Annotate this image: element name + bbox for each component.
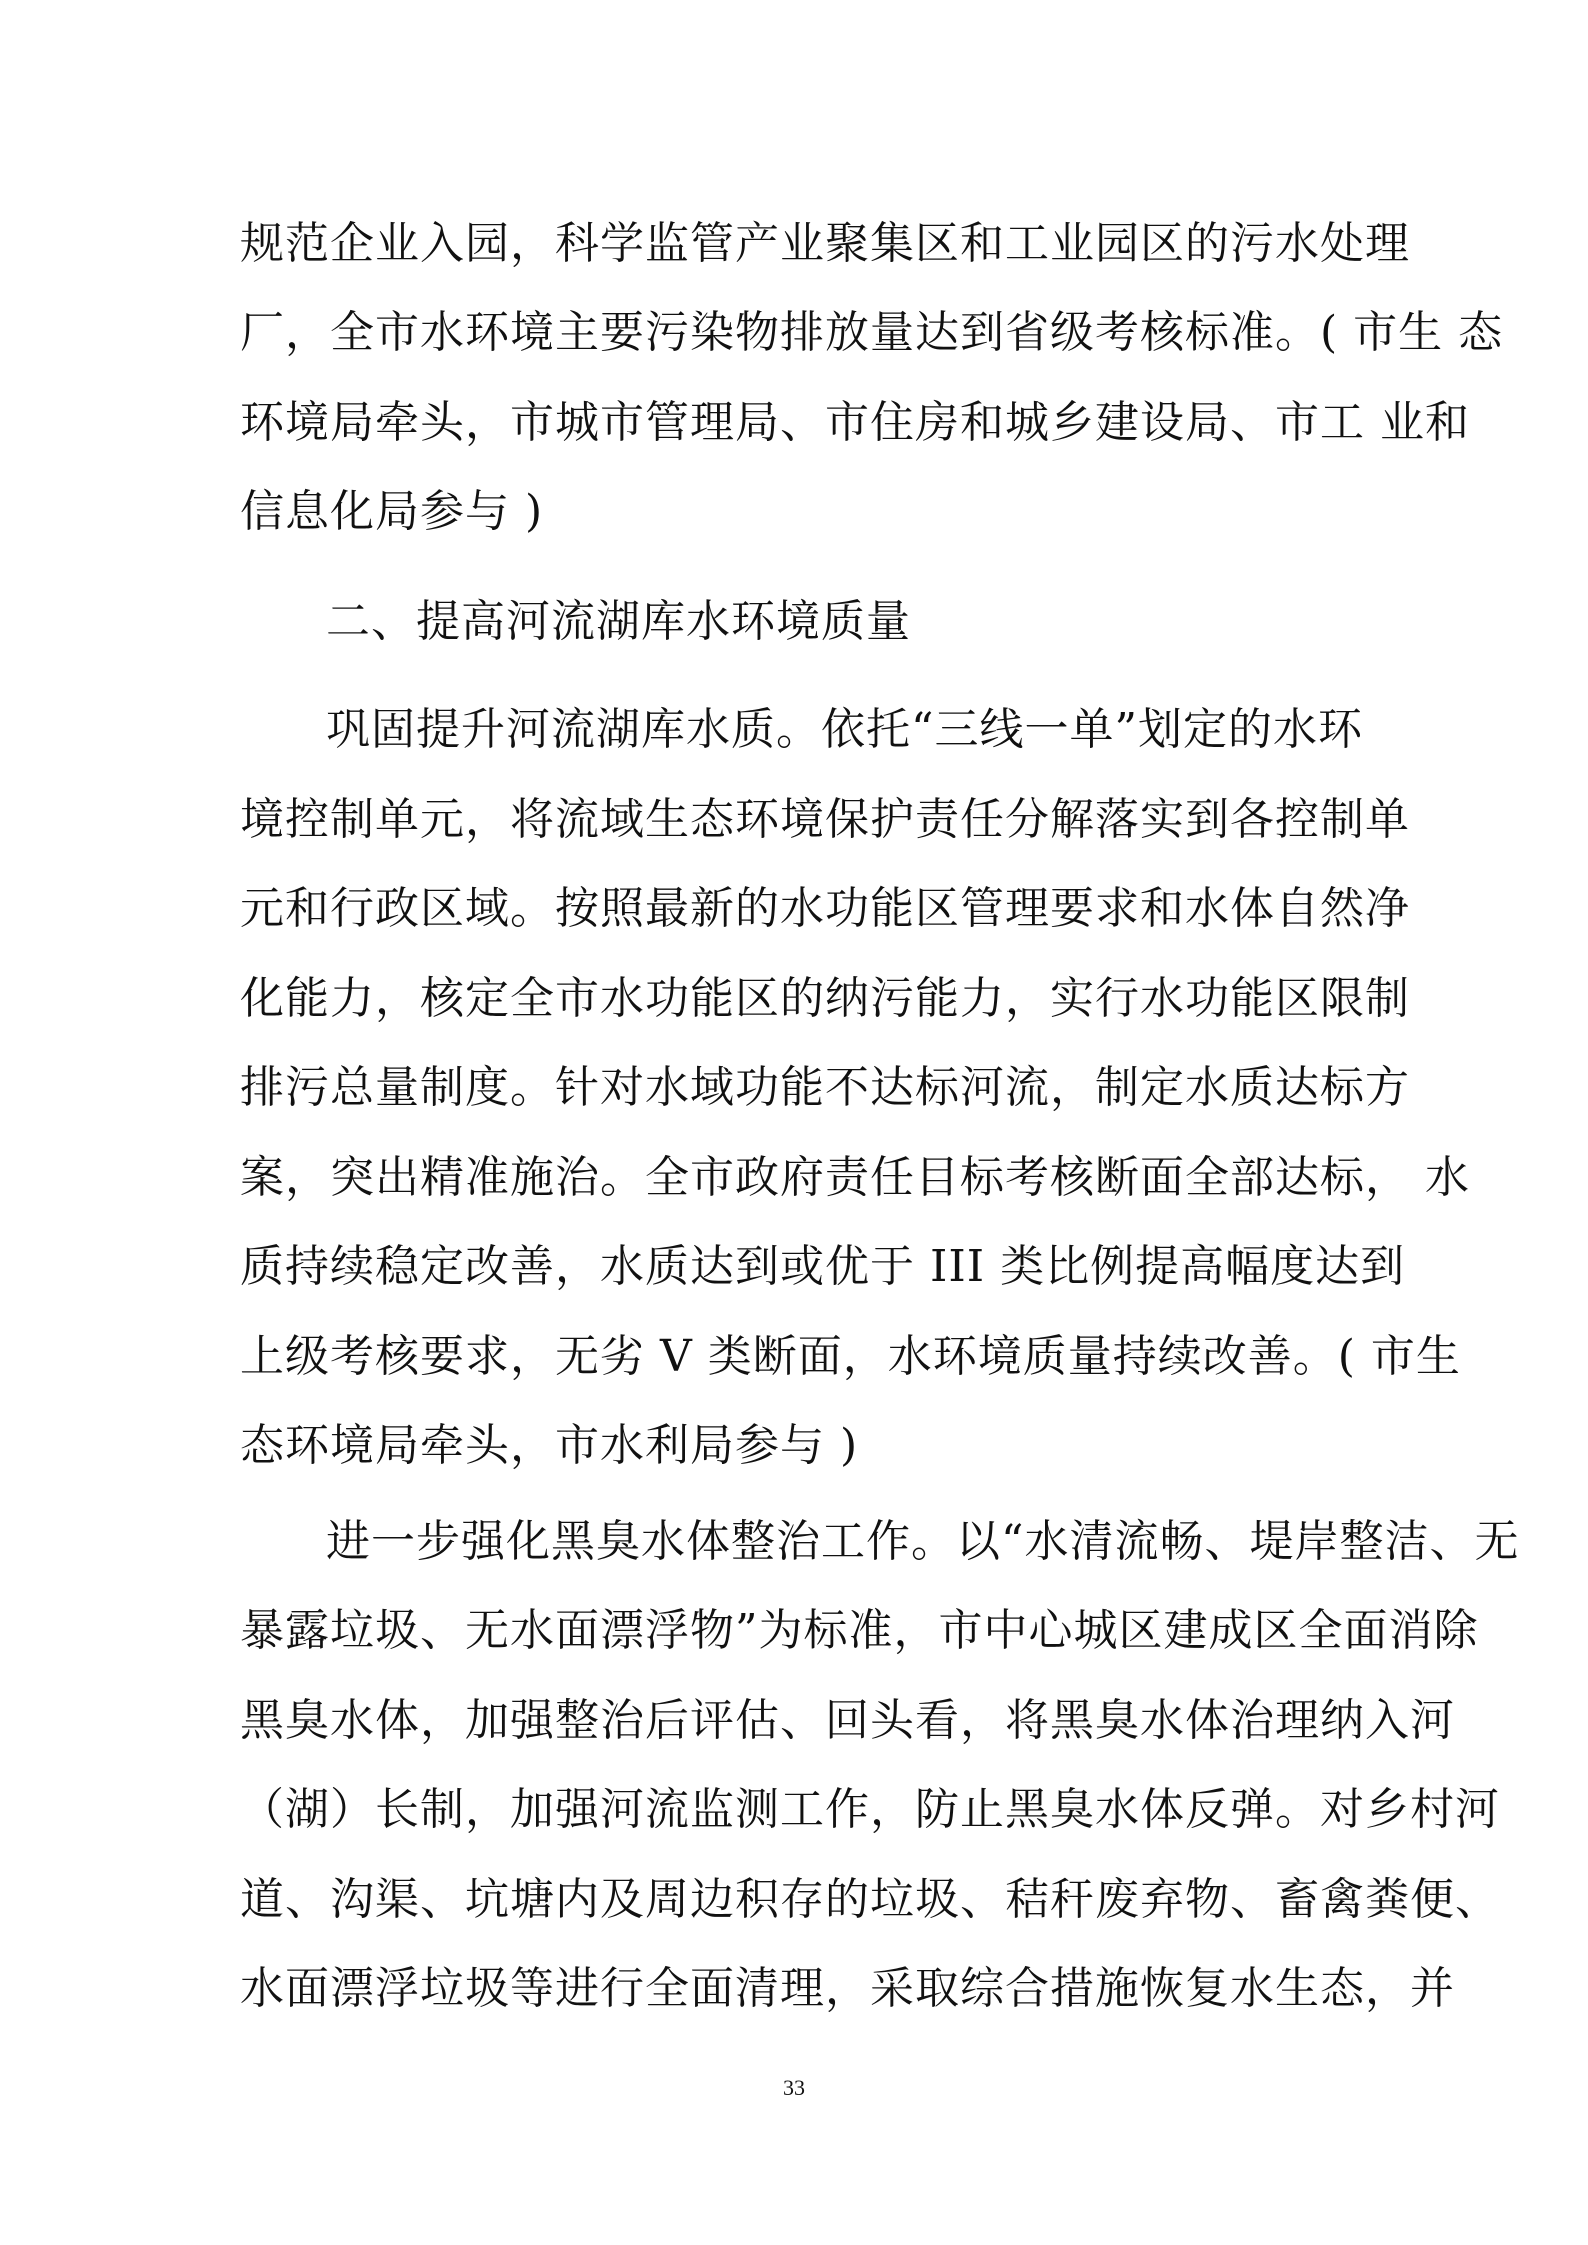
text-line-11: 案，突出精准施治。全市政府责任目标考核断面全部达标， 水 xyxy=(240,1152,1470,1203)
page-number: 33 xyxy=(783,2075,805,2100)
text-line-10: 排污总量制度。针对水域功能不达标河流，制定水质达标方 xyxy=(240,1062,1410,1113)
text-line-1: 规范企业入园，科学监管产业聚集区和工业园区的污水处理 xyxy=(240,218,1410,269)
text-line-16: 暴露垃圾、无水面漂浮物”为标准，市中心城区建成区全面消除 xyxy=(240,1605,1479,1656)
text-line-4: 信息化局参与 ) xyxy=(240,486,544,537)
text-line-17: 黑臭水体，加强整治后评估、回头看，将黑臭水体治理纳入河 xyxy=(240,1695,1455,1746)
text-line-3: 环境局牵头，市城市管理局、市住房和城乡建设局、市工 业和 xyxy=(240,397,1470,448)
text-line-2: 厂，全市水环境主要污染物排放量达到省级考核标准。( 市生 态 xyxy=(240,307,1504,358)
text-line-8: 元和行政区域。按照最新的水功能区管理要求和水体自然净 xyxy=(240,883,1410,934)
text-line-7: 境控制单元，将流域生态环境保护责任分解落实到各控制单 xyxy=(240,794,1410,845)
text-line-20: 水面漂浮垃圾等进行全面清理，采取综合措施恢复水生态，并 xyxy=(240,1963,1455,2014)
text-line-12: 质持续稳定改善，水质达到或优于 III 类比例提高幅度达到 xyxy=(240,1241,1406,1292)
text-line-13: 上级考核要求，无劣 V 类断面，水环境质量持续改善。( 市生 xyxy=(240,1331,1461,1382)
section-heading: 二、提高河流湖库水环境质量 xyxy=(326,596,911,647)
text-line-14: 态环境局牵头，市水利局参与 ) xyxy=(240,1420,859,1471)
text-line-15: 进一步强化黑臭水体整治工作。以“水清流畅、堤岸整洁、无 xyxy=(326,1516,1520,1567)
text-line-9: 化能力，核定全市水功能区的纳污能力，实行水功能区限制 xyxy=(240,973,1410,1024)
text-line-6: 巩固提升河流湖库水质。依托“三线一单”划定的水环 xyxy=(326,704,1363,755)
text-line-18: （湖）长制，加强河流监测工作，防止黑臭水体反弹。对乡村河 xyxy=(240,1784,1500,1835)
text-line-19: 道、沟渠、坑塘内及周边积存的垃圾、秸秆废弃物、畜禽粪便、 xyxy=(240,1874,1500,1925)
